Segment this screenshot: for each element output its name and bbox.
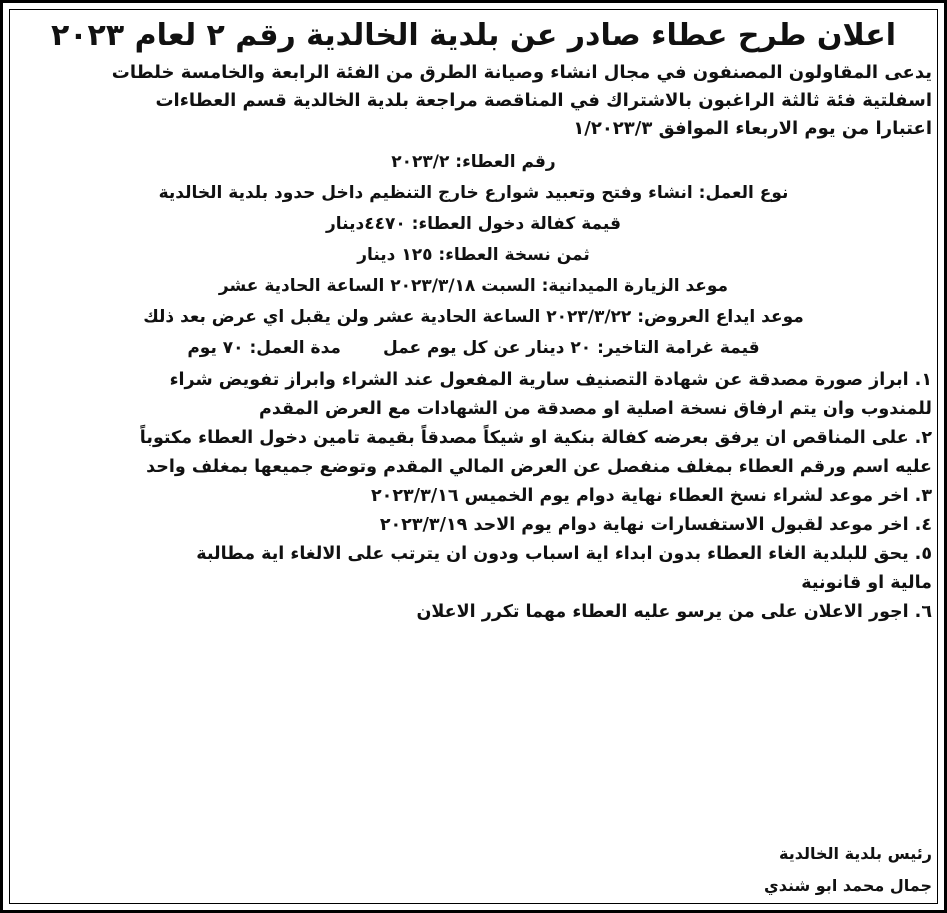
condition-number: ٣.: [914, 486, 932, 506]
field-value: ٢٠ دينار عن كل يوم عمل: [382, 338, 592, 358]
announcement-title: اعلان طرح عطاء صادر عن بلدية الخالدية رقم ٢ لعام ٢٠٢٣: [50, 18, 897, 53]
field-value: ٧٠ يوم: [187, 338, 244, 358]
condition-number: ٢.: [914, 428, 932, 448]
field-label: رقم العطاء :: [449, 152, 555, 172]
condition-number: ٦.: [914, 602, 932, 622]
condition-item: [15, 424, 932, 453]
field-value: ٤٤٧٠دينار: [325, 214, 406, 234]
tender-details: [15, 147, 932, 364]
copy-price: [15, 240, 932, 271]
condition-continuation: عليه اسم ورقم العطاء بمغلف منفصل عن العرض المالي المقدم وتوضع جميعها بمغلف واحد: [146, 457, 932, 477]
conditions-list: [15, 366, 932, 627]
entry-bond: [15, 209, 932, 240]
intro-line: اسفلتية فئة ثالثة الراغبون بالاشتراك في المناقصة مراجعة بلدية الخالدية قسم العطاءات: [155, 90, 932, 111]
condition-item: [15, 598, 932, 627]
condition-item: [15, 366, 932, 395]
condition-number: ١.: [914, 370, 932, 390]
field-label: موعد الزيارة الميدانية :: [536, 276, 728, 296]
work-duration: [187, 333, 341, 364]
condition-item: [15, 540, 932, 569]
field-label: ثمن نسخة العطاء :: [432, 245, 589, 265]
condition-text: اجور الاعلان على من يرسو عليه العطاء مهما تكرر الاعلان: [416, 602, 909, 622]
penalty-and-duration: [15, 333, 932, 364]
condition-text: اخر موعد لشراء نسخ العطاء نهاية دوام يوم الخميس ٢٠٢٣/٣/١٦: [370, 486, 909, 506]
condition-continuation: للمندوب وان يتم ارفاق نسخة اصلية او مصدقة من الشهادات مع العرض المقدم: [259, 399, 932, 419]
condition-text: على المناقص ان يرفق بعرضه كفالة بنكية او شيكاً مصدقاً بقيمة تامين دخول العطاء مكتوباً: [139, 428, 909, 448]
signatory-name: جمال محمد ابو شندي: [764, 876, 932, 895]
condition-continuation: مالية او قانونية: [801, 573, 932, 593]
work-type: [15, 178, 932, 209]
field-label: قيمة كفالة دخول العطاء :: [406, 214, 621, 234]
condition-number: ٥.: [914, 544, 932, 564]
intro-line: اعتبارا من يوم الاربعاء الموافق ١/٢٠٢٣/٣: [573, 118, 932, 139]
field-value: انشاء وفتح وتعبيد شوارع خارج التنظيم داخل حدود بلدية الخالدية: [158, 183, 693, 203]
condition-text: اخر موعد لقبول الاستفسارات نهاية دوام يوم الاحد ٢٠٢٣/٣/١٩: [379, 515, 909, 535]
intro-line: يدعى المقاولون المصنفون في مجال انشاء وصيانة الطرق من الفئة الرابعة والخامسة خلطات: [111, 62, 932, 83]
field-label: قيمة غرامة التاخير :: [591, 338, 759, 358]
condition-number: ٤.: [914, 515, 932, 535]
intro-paragraph: [15, 59, 932, 143]
submission-deadline: [15, 302, 932, 333]
site-visit: [15, 271, 932, 302]
condition-item: [15, 511, 932, 540]
field-value: السبت ٢٠٢٣/٣/١٨ الساعة الحادية عشر: [218, 276, 536, 296]
field-value: ٢٠٢٣/٢: [391, 152, 450, 172]
signatory-position: رئيس بلدية الخالدية: [779, 844, 932, 863]
field-value: ٢٠٢٣/٣/٢٢ الساعة الحادية عشر ولن يقبل اي عرض بعد ذلك: [143, 307, 632, 327]
field-label: نوع العمل :: [693, 183, 789, 203]
condition-text: ابراز صورة مصدقة عن شهادة التصنيف سارية المفعول عند الشراء وابراز تفويض شراء: [169, 370, 909, 390]
field-label: موعد ايداع العروض :: [631, 307, 803, 327]
condition-item: [15, 482, 932, 511]
condition-text: يحق للبلدية الغاء العطاء بدون ابداء اية اسباب ودون ان يترتب على الالغاء اية مطالبة: [196, 544, 909, 564]
tender-number: [15, 147, 932, 178]
announcement-content: [15, 17, 932, 902]
field-label: مدة العمل :: [244, 338, 341, 358]
delay-penalty: [383, 333, 760, 364]
signature-block: [15, 838, 932, 902]
field-value: ١٢٥ دينار: [357, 245, 433, 265]
